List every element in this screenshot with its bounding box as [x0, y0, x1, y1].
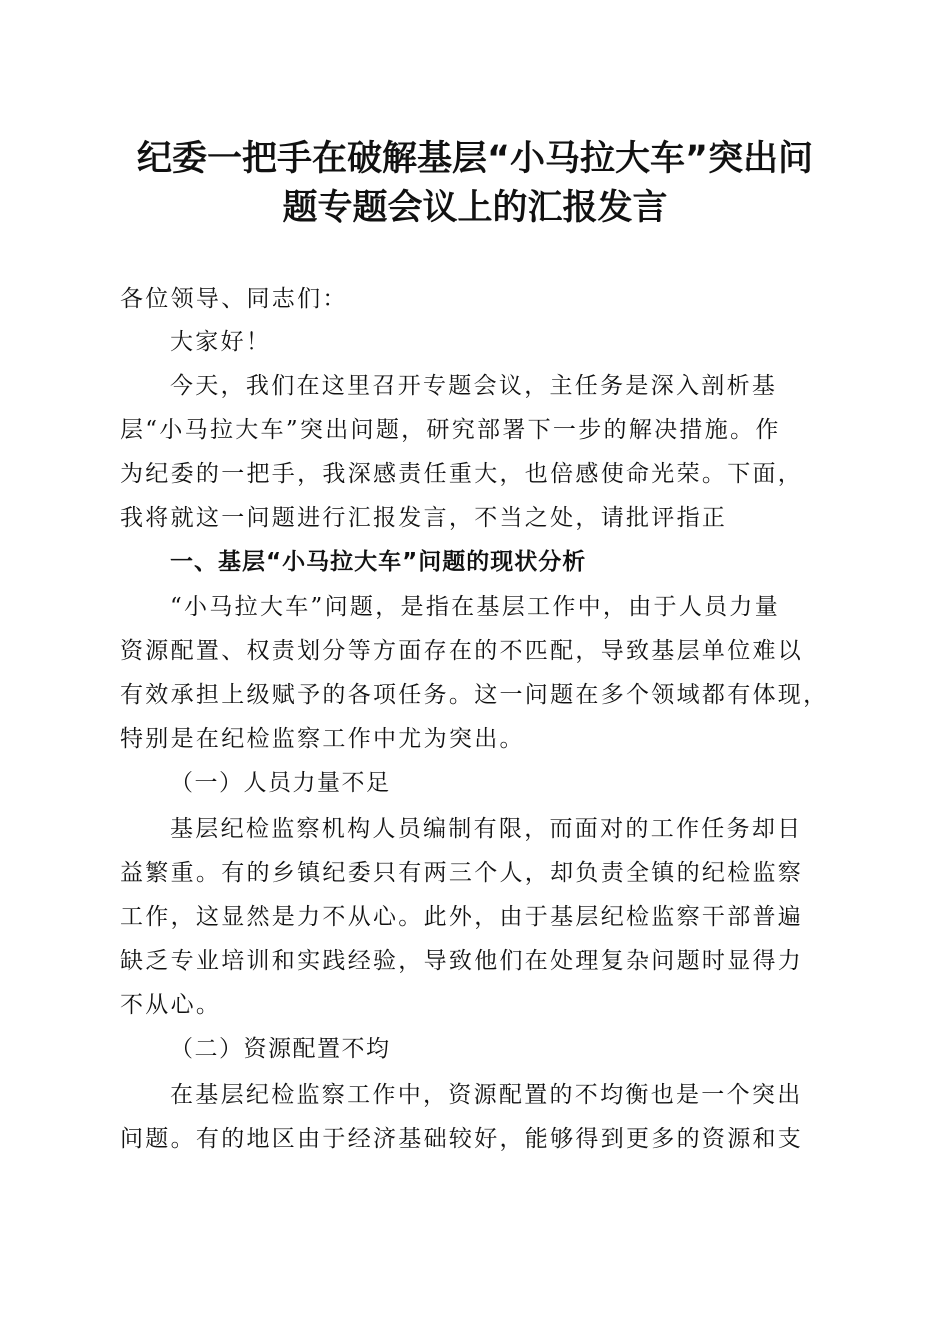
section-1-para-line-1: “小马拉大车”问题，是指在基层工作中，由于人员力量 — [170, 594, 781, 620]
subsection-2-heading: （二）资源配置不均 — [170, 1036, 391, 1062]
subsection-1-para-line-4: 缺乏专业培训和实践经验，导致他们在处理复杂问题时显得力 — [120, 948, 804, 974]
subsection-1-para-line-1: 基层纪检监察机构人员编制有限，而面对的工作任务却日 — [170, 816, 803, 842]
section-1-heading: 一、基层“小马拉大车”问题的现状分析 — [170, 549, 587, 575]
salutation: 各位领导、同志们： — [120, 286, 348, 312]
subsection-1-para-line-5: 不从心。 — [120, 992, 222, 1018]
intro-line-2: 层“小马拉大车”突出问题，研究部署下一步的解决措施。作 — [120, 417, 781, 443]
intro-line-4: 我将就这一问题进行汇报发言，不当之处，请批评指正 — [120, 505, 728, 531]
section-1-para-line-3: 有效承担上级赋予的各项任务。这一问题在多个领域都有体现， — [120, 682, 829, 708]
document-title-line-2: 题专题会议上的汇报发言 — [282, 188, 668, 228]
intro-line-1: 今天，我们在这里召开专题会议，主任务是深入剖析基 — [170, 373, 778, 399]
section-1-para-line-2: 资源配置、权责划分等方面存在的不匹配，导致基层单位难以 — [120, 638, 804, 664]
subsection-2-para-line-2: 问题。有的地区由于经济基础较好，能够得到更多的资源和支 — [120, 1126, 804, 1152]
greeting: 大家好！ — [170, 329, 272, 355]
intro-line-3: 为纪委的一把手，我深感责任重大，也倍感使命光荣。下面， — [120, 461, 804, 487]
section-1-para-line-4: 特别是在纪检监察工作中尤为突出。 — [120, 726, 525, 752]
subsection-1-para-line-2: 益繁重。有的乡镇纪委只有两三个人，却负责全镇的纪检监察 — [120, 860, 804, 886]
subsection-1-heading: （一）人员力量不足 — [170, 770, 391, 796]
document-title-line-1: 纪委一把手在破解基层“小马拉大车”突出问 — [136, 139, 813, 179]
subsection-1-para-line-3: 工作，这显然是力不从心。此外，由于基层纪检监察干部普遍 — [120, 904, 804, 930]
subsection-2-para-line-1: 在基层纪检监察工作中，资源配置的不均衡也是一个突出 — [170, 1082, 803, 1108]
